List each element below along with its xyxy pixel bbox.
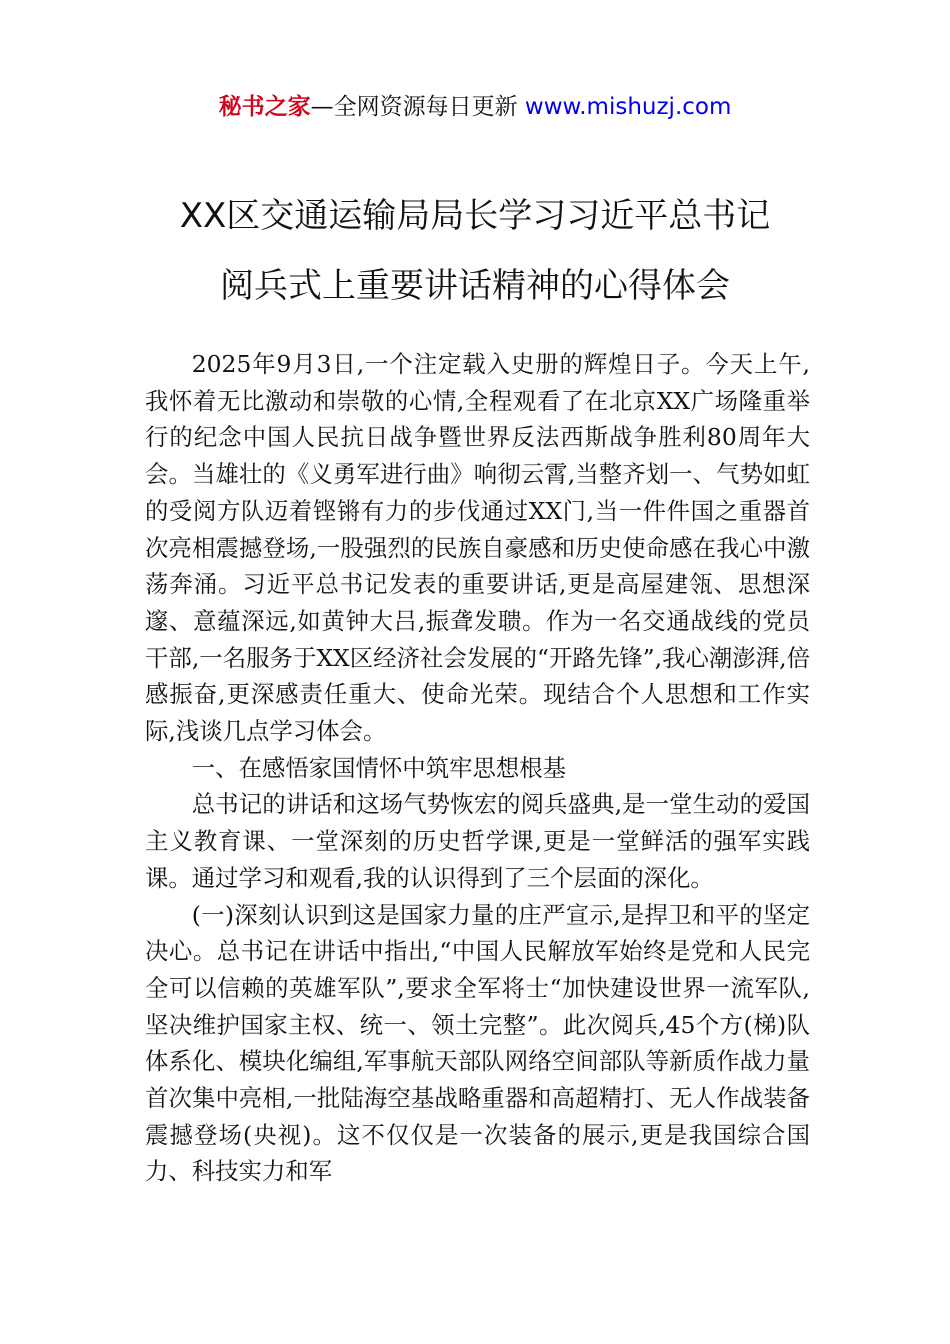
site-header — [0, 88, 950, 121]
paragraph-section1-intro: 总书记的讲话和这场气势恢宏的阅兵盛典,是一堂生动的爱国主义教育课、一堂深刻的历史哲学课,更是一堂鲜活的强军实践课。通过学习和观看,我的认识得到了三个层面的深化。 — [145, 790, 810, 892]
site-url-link[interactable]: www.mishuzj.com — [524, 94, 732, 120]
header-tagline: —全网资源每日更新 — [310, 94, 525, 120]
brand-name: 秘书之家 — [218, 94, 311, 120]
paragraph-intro: 2025年9月3日,一个注定载入史册的辉煌日子。今天上午,我怀着无比激动和崇敬的心情,全程观看了在北京XX广场隆重举行的纪念中国人民抗日战争暨世界反法西斯战争胜利80周年大会。当雄壮的《义勇军进行曲》响彻云霄,当整齐划一、气势如虹的受阅方队迈着铿锵有力的步伐通过XX门,当一件件国之重器首次亮相震撼登场,一股强烈的民族自豪感和历史使命感在我心中激荡奔涌。习近平总书记发表的重要讲话,更是高屋建瓴、思想深邃、意蕴深远,如黄钟大吕,振聋发聩。作为一名交通战线的党员干部,一名服务于XX区经济社会发展的“开路先锋”,我心潮澎湃,倍感振奋,更深感责任重大、使命光荣。现结合个人思想和工作实际,浅谈几点学习体会。 — [145, 350, 810, 746]
doc-title-line2: 阅兵式上重要讲话精神的心得体会 — [220, 266, 730, 306]
doc-body — [145, 346, 810, 1190]
section-heading-1: 一、在感悟家国情怀中筑牢思想根基 — [191, 753, 567, 782]
paragraph-subsection-1: (一)深刻认识到这是国家力量的庄严宣示,是捍卫和平的坚定决心。总书记在讲话中指出,“中国人民解放军始终是党和人民完全可以信赖的英雄军队”,要求全军将士“加快建设世界一流军队,坚决维护国家主权、统一、领土完整”。此次阅兵,45个方(梯)队体系化、模块化编组,军事航天部队网络空间部队等新质作战力量首次集中亮相,一批陆海空基战略重器和高超精打、无人作战装备震撼登场(央视)。这不仅仅是一次装备的展示,更是我国综合国力、科技实力和军 — [145, 900, 810, 1186]
doc-title-line1: XX区交通运输局局长学习习近平总书记 — [179, 196, 771, 236]
